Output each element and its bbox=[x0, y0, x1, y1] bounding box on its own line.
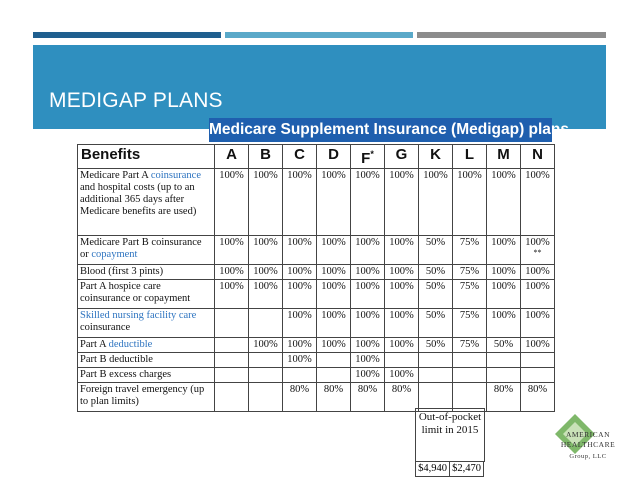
coverage-percent: 100% bbox=[525, 310, 550, 321]
plan-f-value bbox=[351, 338, 385, 353]
plan-c-value bbox=[283, 169, 317, 236]
plan-c-value bbox=[283, 338, 317, 353]
company-logo bbox=[549, 412, 627, 470]
plan-k-value bbox=[419, 309, 453, 338]
plan-m-value bbox=[487, 169, 521, 236]
coverage-percent: 80% bbox=[323, 384, 344, 395]
title-header bbox=[33, 45, 606, 129]
plan-b-value bbox=[249, 338, 283, 353]
coverage-percent: 100% bbox=[355, 281, 380, 292]
plan-l-limit: $2,470 bbox=[449, 461, 484, 477]
plan-d-value bbox=[317, 309, 351, 338]
plan-d-value bbox=[317, 280, 351, 309]
coverage-percent: 100% bbox=[525, 237, 550, 248]
plan-l-value bbox=[453, 309, 487, 338]
top-accent-bar-1 bbox=[33, 32, 221, 38]
plan-k-header: K bbox=[419, 145, 453, 169]
plan-c-value bbox=[283, 353, 317, 368]
coverage-percent: 100% bbox=[389, 266, 414, 277]
benefit-text: Medicare Part B coinsurance or bbox=[80, 237, 202, 260]
plan-l-value bbox=[453, 265, 487, 280]
plan-m-header: M bbox=[487, 145, 521, 169]
coverage-percent: 100% bbox=[525, 170, 550, 181]
coverage-percent: 100% bbox=[355, 310, 380, 321]
plan-m-value bbox=[487, 265, 521, 280]
coverage-percent: 80% bbox=[289, 384, 310, 395]
coverage-percent: 100% bbox=[253, 266, 278, 277]
plan-k-value bbox=[419, 236, 453, 265]
table-row bbox=[78, 309, 555, 338]
plan-a-value bbox=[215, 353, 249, 368]
table-row bbox=[78, 169, 555, 236]
plan-l-value bbox=[453, 236, 487, 265]
coverage-percent: 100% bbox=[253, 170, 278, 181]
plan-n-value bbox=[521, 280, 555, 309]
top-accent-bar-2 bbox=[225, 32, 413, 38]
plan-g-value bbox=[385, 383, 419, 412]
plan-b-value bbox=[249, 309, 283, 338]
plan-a-value bbox=[215, 338, 249, 353]
coverage-percent: 100% bbox=[287, 339, 312, 350]
benefit-text: Blood (first 3 pints) bbox=[80, 266, 164, 277]
coverage-percent: 100% bbox=[355, 170, 380, 181]
benefit-cell bbox=[78, 353, 215, 368]
medigap-table bbox=[77, 144, 555, 412]
coverage-percent: 100% bbox=[525, 281, 550, 292]
plan-g-value bbox=[385, 309, 419, 338]
benefit-cell bbox=[78, 309, 215, 338]
benefit-cell bbox=[78, 280, 215, 309]
plan-n-footnote-mark: ** bbox=[533, 248, 542, 257]
plan-b-value bbox=[249, 169, 283, 236]
plan-n-value bbox=[521, 265, 555, 280]
plan-m-value bbox=[487, 236, 521, 265]
coverage-percent: 100% bbox=[525, 339, 550, 350]
plan-l-value bbox=[453, 353, 487, 368]
table-row bbox=[78, 368, 555, 383]
plan-k-limit: $4,940 bbox=[415, 461, 450, 477]
coverage-percent: 100% bbox=[355, 266, 380, 277]
coverage-percent: 100% bbox=[287, 237, 312, 248]
plan-n-value bbox=[521, 368, 555, 383]
coverage-percent: 80% bbox=[391, 384, 412, 395]
coverage-percent: 100% bbox=[321, 170, 346, 181]
table-banner: Medicare Supplement Insurance (Medigap) plans bbox=[209, 118, 552, 142]
plan-a-value bbox=[215, 280, 249, 309]
benefits-header: Benefits bbox=[78, 145, 215, 169]
benefit-text: Part B excess charges bbox=[80, 369, 172, 380]
coverage-percent: 100% bbox=[253, 281, 278, 292]
logo-line-2: HEALTHCARE bbox=[560, 440, 616, 449]
table-row bbox=[78, 338, 555, 353]
plan-n-value bbox=[521, 236, 555, 265]
coverage-percent: 100% bbox=[219, 281, 244, 292]
benefit-link[interactable]: copayment bbox=[91, 249, 138, 260]
plan-l-header: L bbox=[453, 145, 487, 169]
table-row bbox=[78, 280, 555, 309]
coverage-percent: 75% bbox=[459, 266, 480, 277]
coverage-percent: 100% bbox=[491, 170, 516, 181]
coverage-percent: 100% bbox=[219, 237, 244, 248]
plan-b-value bbox=[249, 353, 283, 368]
plan-k-value bbox=[419, 368, 453, 383]
benefit-text: Part A hospice care coinsurance or copayment bbox=[80, 281, 191, 304]
plan-a-value bbox=[215, 383, 249, 412]
coverage-percent: 100% bbox=[287, 281, 312, 292]
benefit-cell bbox=[78, 368, 215, 383]
plan-b-header: B bbox=[249, 145, 283, 169]
coverage-percent: 100% bbox=[389, 170, 414, 181]
coverage-percent: 50% bbox=[493, 339, 514, 350]
coverage-percent: 100% bbox=[355, 339, 380, 350]
coverage-percent: 75% bbox=[459, 281, 480, 292]
plan-n-value bbox=[521, 169, 555, 236]
plan-a-value bbox=[215, 169, 249, 236]
coverage-percent: 100% bbox=[389, 369, 414, 380]
coverage-percent: 100% bbox=[321, 339, 346, 350]
plan-b-value bbox=[249, 368, 283, 383]
coverage-percent: 50% bbox=[425, 310, 446, 321]
benefit-text: Part A bbox=[80, 339, 109, 350]
plan-f-value bbox=[351, 368, 385, 383]
plan-l-value bbox=[453, 280, 487, 309]
benefit-text: Part B deductible bbox=[80, 354, 153, 365]
plan-c-value bbox=[283, 265, 317, 280]
coverage-percent: 100% bbox=[389, 281, 414, 292]
plan-a-value bbox=[215, 265, 249, 280]
benefit-text: and hospital costs (up to an additional 365 days after Medicare benefits are used) bbox=[80, 182, 197, 217]
coverage-percent: 80% bbox=[493, 384, 514, 395]
plan-f-header bbox=[351, 145, 385, 169]
benefit-link[interactable]: Skilled nursing facility care bbox=[80, 310, 197, 321]
coverage-percent: 75% bbox=[459, 237, 480, 248]
plan-b-value bbox=[249, 280, 283, 309]
plan-g-value bbox=[385, 280, 419, 309]
benefit-cell bbox=[78, 265, 215, 280]
logo-line-1: AMERICAN bbox=[565, 430, 610, 439]
plan-f-value bbox=[351, 169, 385, 236]
plan-c-value bbox=[283, 309, 317, 338]
coverage-percent: 100% bbox=[321, 281, 346, 292]
plan-l-value bbox=[453, 368, 487, 383]
plan-c-value bbox=[283, 280, 317, 309]
plan-l-value bbox=[453, 338, 487, 353]
plan-d-header: D bbox=[317, 145, 351, 169]
benefit-cell bbox=[78, 383, 215, 412]
coverage-percent: 75% bbox=[459, 310, 480, 321]
logo-line-3: Group, LLC bbox=[569, 453, 607, 460]
plan-d-value bbox=[317, 169, 351, 236]
benefit-link[interactable]: deductible bbox=[108, 339, 153, 350]
plan-b-value bbox=[249, 236, 283, 265]
plan-c-value bbox=[283, 368, 317, 383]
plan-b-value bbox=[249, 265, 283, 280]
coverage-percent: 100% bbox=[491, 237, 516, 248]
plan-g-value bbox=[385, 169, 419, 236]
header-row bbox=[78, 145, 555, 169]
table-row bbox=[78, 236, 555, 265]
plan-g-header: G bbox=[385, 145, 419, 169]
table-row bbox=[78, 353, 555, 368]
plan-c-header: C bbox=[283, 145, 317, 169]
benefit-text: Medicare Part A bbox=[80, 170, 151, 181]
plan-b-value bbox=[249, 383, 283, 412]
plan-g-value bbox=[385, 368, 419, 383]
plan-a-value bbox=[215, 236, 249, 265]
plan-d-value bbox=[317, 265, 351, 280]
plan-n-value bbox=[521, 309, 555, 338]
coverage-percent: 100% bbox=[219, 170, 244, 181]
coverage-percent: 50% bbox=[425, 266, 446, 277]
coverage-percent: 100% bbox=[287, 310, 312, 321]
plan-f-value bbox=[351, 309, 385, 338]
plan-m-value bbox=[487, 280, 521, 309]
coverage-percent: 100% bbox=[457, 170, 482, 181]
plan-f-letter: F bbox=[361, 150, 371, 167]
coverage-percent: 50% bbox=[425, 237, 446, 248]
coverage-percent: 100% bbox=[355, 354, 380, 365]
plan-a-value bbox=[215, 368, 249, 383]
coverage-percent: 100% bbox=[355, 369, 380, 380]
plan-g-value bbox=[385, 265, 419, 280]
coverage-percent: 100% bbox=[389, 237, 414, 248]
plan-n-value bbox=[521, 353, 555, 368]
out-of-pocket-label: Out-of-pocket limit in 2015 bbox=[415, 408, 485, 462]
plan-n-value bbox=[521, 383, 555, 412]
coverage-percent: 100% bbox=[423, 170, 448, 181]
plan-g-value bbox=[385, 353, 419, 368]
coverage-percent: 100% bbox=[491, 281, 516, 292]
plan-a-value bbox=[215, 309, 249, 338]
coverage-percent: 100% bbox=[491, 266, 516, 277]
coverage-percent: 100% bbox=[287, 354, 312, 365]
plan-m-value bbox=[487, 338, 521, 353]
coverage-percent: 50% bbox=[425, 339, 446, 350]
plan-d-value bbox=[317, 383, 351, 412]
plan-c-value bbox=[283, 236, 317, 265]
coverage-percent: 100% bbox=[491, 310, 516, 321]
plan-n-header: N bbox=[521, 145, 555, 169]
benefit-cell bbox=[78, 236, 215, 265]
plan-k-value bbox=[419, 338, 453, 353]
plan-m-value bbox=[487, 309, 521, 338]
coverage-percent: 100% bbox=[321, 266, 346, 277]
plan-n-value bbox=[521, 338, 555, 353]
coverage-percent: 100% bbox=[287, 170, 312, 181]
plan-d-value bbox=[317, 236, 351, 265]
plan-k-value bbox=[419, 280, 453, 309]
plan-m-value bbox=[487, 383, 521, 412]
table-row bbox=[78, 265, 555, 280]
benefit-cell bbox=[78, 169, 215, 236]
plan-f-value bbox=[351, 236, 385, 265]
coverage-percent: 100% bbox=[253, 339, 278, 350]
benefit-text: Foreign travel emergency (up to plan limits) bbox=[80, 384, 205, 407]
plan-f-value bbox=[351, 353, 385, 368]
coverage-percent: 100% bbox=[219, 266, 244, 277]
benefit-cell bbox=[78, 338, 215, 353]
coverage-percent: 80% bbox=[357, 384, 378, 395]
coverage-percent: 100% bbox=[321, 237, 346, 248]
plan-k-value bbox=[419, 353, 453, 368]
plan-k-value bbox=[419, 169, 453, 236]
plan-d-value bbox=[317, 353, 351, 368]
plan-f-asterisk: * bbox=[370, 149, 374, 159]
plan-f-value bbox=[351, 280, 385, 309]
slide-title: MEDIGAP PLANS bbox=[49, 89, 223, 112]
coverage-percent: 100% bbox=[287, 266, 312, 277]
plan-l-value bbox=[453, 169, 487, 236]
plan-d-value bbox=[317, 338, 351, 353]
coverage-percent: 100% bbox=[389, 310, 414, 321]
coverage-percent: 100% bbox=[253, 237, 278, 248]
plan-m-value bbox=[487, 368, 521, 383]
benefit-link[interactable]: coinsurance bbox=[150, 170, 202, 181]
plan-g-value bbox=[385, 236, 419, 265]
top-accent-bar-3 bbox=[417, 32, 606, 38]
plan-f-value bbox=[351, 265, 385, 280]
plan-c-value bbox=[283, 383, 317, 412]
coverage-percent: 100% bbox=[355, 237, 380, 248]
plan-a-header: A bbox=[215, 145, 249, 169]
plan-g-value bbox=[385, 338, 419, 353]
plan-m-value bbox=[487, 353, 521, 368]
coverage-percent: 80% bbox=[527, 384, 548, 395]
benefit-text: coinsurance bbox=[80, 322, 131, 333]
coverage-percent: 75% bbox=[459, 339, 480, 350]
plan-k-value bbox=[419, 265, 453, 280]
coverage-percent: 100% bbox=[389, 339, 414, 350]
plan-f-value bbox=[351, 383, 385, 412]
coverage-percent: 100% bbox=[525, 266, 550, 277]
plan-d-value bbox=[317, 368, 351, 383]
coverage-percent: 50% bbox=[425, 281, 446, 292]
coverage-percent: 100% bbox=[321, 310, 346, 321]
